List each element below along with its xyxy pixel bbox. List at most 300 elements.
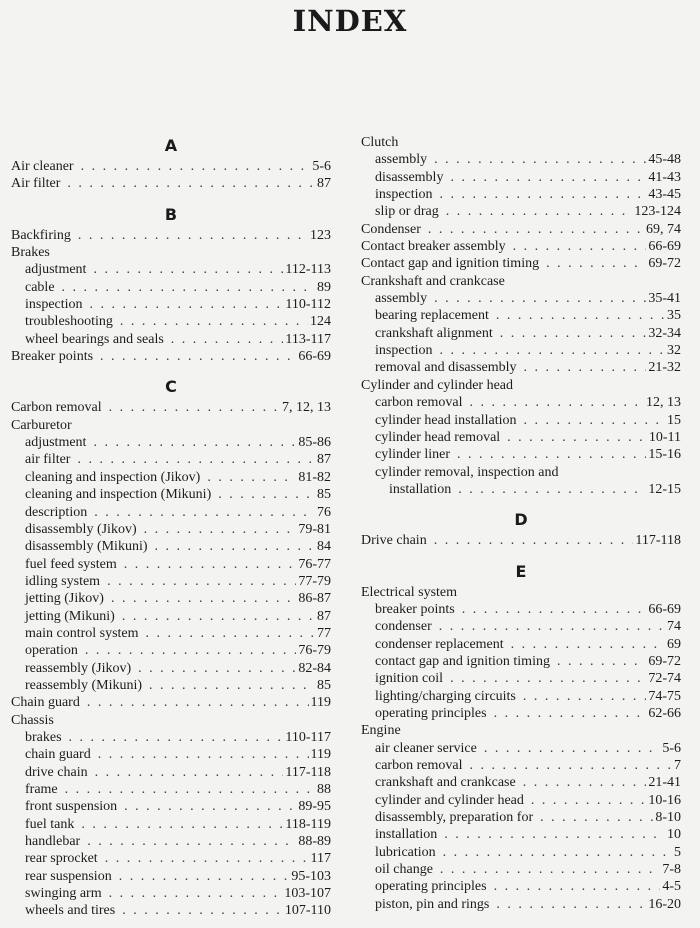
leader-dots	[107, 573, 296, 590]
leader-dots	[77, 451, 315, 468]
entry-label: assembly	[375, 152, 428, 168]
leader-dots	[469, 757, 672, 774]
entry-label: inspection	[375, 187, 433, 203]
entry-pages: 124	[310, 314, 331, 330]
leader-dots	[439, 618, 665, 635]
entry-label: adjustment	[25, 262, 87, 278]
leader-dots	[171, 331, 284, 348]
entry-pages: 86-87	[298, 591, 331, 607]
entry-label: Air filter	[11, 176, 61, 192]
index-entry	[361, 221, 681, 238]
index-subentry	[11, 798, 331, 815]
entry-label: Carburetor	[11, 417, 72, 433]
entry-pages: 113-117	[285, 331, 331, 347]
entry-pages: 76-79	[298, 643, 331, 659]
entry-label: crankshaft and crankcase	[375, 775, 516, 791]
entry-label: breaker points	[375, 601, 455, 617]
entry-pages: 5-6	[662, 740, 681, 756]
index-subentry	[11, 573, 331, 590]
entry-label: inspection	[375, 343, 433, 359]
index-subentry	[11, 746, 331, 763]
entry-label: carbon removal	[375, 758, 463, 773]
entry-label: brakes	[25, 729, 62, 745]
index-subentry	[361, 186, 681, 203]
entry-pages: 89-95	[298, 799, 331, 815]
index-subentry	[361, 653, 681, 670]
index-subentry	[11, 504, 331, 521]
leader-dots	[462, 601, 647, 618]
leader-dots	[87, 694, 309, 711]
index-subentry	[11, 590, 331, 607]
entry-label: removal and disassembly	[375, 360, 517, 376]
leader-dots	[94, 504, 315, 521]
leader-dots	[450, 670, 646, 687]
entry-pages: 117-118	[635, 533, 681, 549]
index-subentry	[361, 446, 681, 463]
index-subentry	[361, 290, 681, 307]
entry-pages: 15-16	[648, 447, 681, 463]
entry-label: lighting/charging circuits	[375, 688, 516, 704]
entry-pages: 82-84	[298, 660, 331, 676]
entry-pages: 88-89	[298, 834, 331, 850]
leader-dots	[207, 469, 296, 486]
entry-pages: 12, 13	[646, 395, 681, 411]
index-subentry	[361, 429, 681, 446]
index-subentry	[361, 774, 681, 791]
entry-pages: 76-77	[298, 556, 331, 572]
leader-dots	[511, 636, 665, 653]
entry-pages: 35-41	[648, 291, 681, 307]
leader-dots	[458, 481, 646, 498]
entry-label: Backfiring	[11, 227, 71, 243]
entry-label: Breaker points	[11, 349, 94, 365]
entry-label: Condenser	[361, 221, 421, 237]
entry-pages: 62-66	[648, 705, 681, 721]
entry-label: ignition coil	[375, 671, 444, 687]
entry-label: assembly	[375, 291, 428, 307]
index-subentry	[361, 896, 681, 913]
entry-pages: 69, 74	[646, 221, 681, 237]
index-entry	[11, 712, 331, 729]
leader-dots	[67, 175, 315, 192]
index-entry	[361, 134, 681, 151]
entry-pages: 118-119	[285, 816, 331, 832]
leader-dots	[90, 296, 284, 313]
entry-pages: 66-69	[298, 349, 331, 365]
leader-dots	[523, 688, 646, 705]
index-subentry	[11, 486, 331, 503]
index-subentry	[361, 601, 681, 618]
index-subentry	[361, 359, 681, 376]
entry-pages: 41-43	[648, 169, 681, 185]
entry-pages: 10-11	[648, 429, 681, 445]
leader-dots	[531, 792, 646, 809]
index-subentry	[11, 885, 331, 902]
index-subentry	[361, 792, 681, 809]
entry-label: air cleaner service	[375, 740, 477, 756]
index-subentry	[361, 861, 681, 878]
leader-dots	[93, 434, 296, 451]
leader-dots	[484, 740, 661, 757]
index-entry	[11, 694, 331, 711]
index-subentry	[11, 729, 331, 746]
index-entry	[361, 377, 681, 394]
entry-pages: 85	[317, 487, 331, 503]
entry-label: contact gap and ignition timing	[375, 653, 550, 669]
index-subentry	[11, 677, 331, 694]
entry-pages: 85-86	[298, 435, 331, 451]
entry-pages: 7	[674, 758, 681, 773]
leader-dots	[93, 261, 283, 278]
index-subentry	[11, 850, 331, 867]
leader-dots	[69, 729, 284, 746]
index-entry	[361, 722, 681, 739]
leader-dots	[81, 158, 311, 175]
index-entry	[11, 399, 331, 416]
index-subentry	[11, 660, 331, 677]
entry-label: troubleshooting	[25, 314, 113, 330]
entry-label: operation	[25, 643, 78, 659]
entry-label: carbon removal	[375, 395, 463, 411]
leader-dots	[98, 746, 309, 763]
leader-dots	[81, 816, 283, 833]
index-entry	[11, 175, 331, 192]
entry-label: description	[25, 504, 88, 520]
index-subentry	[11, 331, 331, 348]
index-subentry	[11, 642, 331, 659]
entry-label: oil change	[375, 862, 433, 878]
index-subentry	[361, 307, 681, 324]
entry-pages: 119	[310, 695, 331, 711]
entry-label: Drive chain	[361, 533, 427, 549]
leader-dots	[62, 279, 315, 296]
entry-label: front suspension	[25, 799, 118, 815]
leader-dots	[122, 608, 315, 625]
index-subentry	[361, 169, 681, 186]
leader-dots	[428, 221, 644, 238]
index-entry	[361, 532, 681, 549]
leader-dots	[500, 325, 647, 342]
index-subentry	[361, 705, 681, 722]
index-subentry	[361, 481, 681, 498]
index-column-right	[361, 134, 681, 913]
entry-label: Air cleaner	[11, 159, 74, 174]
entry-label: Chain guard	[11, 695, 80, 711]
entry-label: cable	[25, 279, 55, 295]
leader-dots	[85, 642, 296, 659]
entry-pages: 110-112	[285, 297, 331, 313]
entry-label: Clutch	[361, 135, 399, 150]
entry-label: reassembly (Mikuni)	[25, 677, 143, 693]
entry-label: lubrication	[375, 844, 436, 860]
leader-dots	[87, 833, 296, 850]
entry-label: cylinder head installation	[375, 412, 517, 428]
entry-label: Cylinder and cylinder head	[361, 377, 514, 393]
entry-pages: 85	[317, 677, 331, 693]
index-subentry	[11, 451, 331, 468]
leader-dots	[434, 151, 646, 168]
entry-label: Carbon removal	[11, 400, 102, 416]
entry-label: slip or drag	[375, 204, 439, 220]
entry-pages: 95-103	[291, 868, 331, 884]
entry-label: drive chain	[25, 764, 88, 780]
index-entry	[361, 255, 681, 272]
entry-pages: 69	[667, 636, 681, 652]
entry-label: operating principles	[375, 705, 487, 721]
entry-label: reassembly (Jikov)	[25, 660, 132, 676]
leader-dots	[100, 348, 296, 365]
leader-dots	[144, 521, 297, 538]
entry-label: Contact gap and ignition timing	[361, 256, 540, 272]
leader-dots	[111, 590, 296, 607]
leader-dots	[218, 486, 315, 503]
entry-pages: 16-20	[648, 896, 681, 912]
entry-pages: 103-107	[284, 886, 331, 902]
leader-dots	[440, 861, 660, 878]
index-entry	[11, 244, 331, 261]
index-subentry	[11, 556, 331, 573]
leader-dots	[494, 705, 647, 722]
index-subentry	[11, 764, 331, 781]
entry-label: disassembly (Mikuni)	[25, 539, 148, 555]
entry-pages: 87	[317, 452, 331, 468]
section-letter-e: E	[515, 561, 527, 581]
index-subentry	[11, 296, 331, 313]
index-subentry	[361, 826, 681, 843]
section-letter-c: C	[165, 377, 177, 397]
leader-dots	[496, 896, 646, 913]
entry-label: idling system	[25, 573, 101, 589]
entry-pages: 117	[310, 851, 331, 867]
leader-dots	[524, 359, 647, 376]
entry-pages: 84	[317, 539, 331, 555]
entry-pages: 10	[667, 827, 681, 843]
index-subentry	[11, 781, 331, 798]
entry-pages: 72-74	[648, 671, 681, 687]
leader-dots	[146, 625, 315, 642]
index-subentry	[361, 464, 681, 481]
leader-dots	[524, 412, 665, 429]
entry-pages: 66-69	[648, 601, 681, 617]
entry-label: piston, pin and rings	[375, 896, 490, 912]
index-subentry	[361, 325, 681, 342]
entry-label: jetting (Mikuni)	[25, 608, 115, 624]
entry-pages: 89	[317, 279, 331, 295]
leader-dots	[446, 203, 633, 220]
index-subentry	[361, 688, 681, 705]
entry-pages: 10-16	[648, 792, 681, 808]
entry-label: Chassis	[11, 712, 54, 728]
entry-label: operating principles	[375, 879, 487, 895]
entry-pages: 123-124	[634, 204, 681, 220]
index-subentry	[11, 816, 331, 833]
index-subentry	[11, 261, 331, 278]
leader-dots	[494, 878, 661, 895]
entry-pages: 4-5	[662, 879, 681, 895]
leader-dots	[138, 660, 296, 677]
leader-dots	[444, 826, 665, 843]
entry-pages: 77-79	[298, 573, 331, 589]
index-subentry	[361, 412, 681, 429]
entry-pages: 107-110	[284, 903, 331, 919]
leader-dots	[496, 307, 665, 324]
index-subentry	[11, 521, 331, 538]
entry-label: cleaning and inspection (Mikuni)	[25, 487, 212, 503]
index-subentry	[11, 868, 331, 885]
index-subentry	[361, 740, 681, 757]
leader-dots	[109, 399, 280, 416]
entry-pages: 110-117	[285, 729, 331, 745]
leader-dots	[120, 313, 308, 330]
entry-label: installation	[389, 481, 452, 497]
leader-dots	[434, 532, 634, 549]
index-subentry	[361, 394, 681, 411]
entry-label: cylinder liner	[375, 447, 451, 463]
entry-label: rear sprocket	[25, 851, 98, 867]
index-subentry	[11, 833, 331, 850]
entry-label: disassembly	[375, 169, 444, 185]
index-entry	[11, 227, 331, 244]
entry-pages: 69-72	[648, 653, 681, 669]
section-letter-b: B	[164, 204, 178, 224]
section-letter-d: D	[514, 510, 528, 530]
index-subentry	[361, 757, 681, 774]
leader-dots	[523, 774, 647, 791]
entry-pages: 45-48	[648, 152, 681, 168]
entry-label: disassembly (Jikov)	[25, 521, 137, 537]
leader-dots	[119, 868, 290, 885]
entry-pages: 7, 12, 13	[282, 400, 331, 416]
entry-pages: 87	[317, 176, 331, 192]
index-subentry	[361, 618, 681, 635]
entry-label: main control system	[25, 625, 139, 641]
entry-label: wheels and tires	[25, 903, 116, 919]
entry-pages: 5	[674, 844, 681, 860]
entry-pages: 119	[310, 747, 331, 763]
index-subentry	[361, 636, 681, 653]
entry-pages: 8-10	[655, 810, 681, 826]
entry-label: rear suspension	[25, 868, 112, 884]
entry-label: condenser replacement	[375, 636, 504, 652]
entry-label: Engine	[361, 723, 401, 739]
index-entry	[361, 584, 681, 601]
leader-dots	[513, 238, 647, 255]
index-subentry	[361, 878, 681, 895]
leader-dots	[434, 290, 646, 307]
entry-pages: 32	[667, 343, 681, 359]
entry-label: inspection	[25, 297, 83, 313]
entry-label: Crankshaft and crankcase	[361, 273, 505, 289]
entry-label: cylinder head removal	[375, 429, 501, 445]
entry-pages: 74	[667, 619, 681, 635]
entry-pages: 81-82	[298, 469, 331, 485]
entry-pages: 117-118	[285, 764, 331, 780]
entry-pages: 77	[317, 625, 331, 641]
entry-label: swinging arm	[25, 886, 102, 902]
entry-pages: 74-75	[648, 688, 681, 704]
entry-pages: 79-81	[298, 521, 331, 537]
entry-pages: 69-72	[648, 256, 681, 272]
leader-dots	[557, 653, 646, 670]
index-subentry	[11, 469, 331, 486]
index-entry	[11, 417, 331, 434]
entry-pages: 21-32	[648, 360, 681, 376]
leader-dots	[540, 809, 653, 826]
index-column-left	[11, 134, 331, 920]
entry-pages: 43-45	[648, 187, 681, 203]
leader-dots	[95, 764, 284, 781]
index-entry	[11, 348, 331, 365]
index-subentry	[11, 538, 331, 555]
leader-dots	[124, 556, 297, 573]
entry-pages: 88	[317, 782, 331, 797]
entry-pages: 12-15	[648, 481, 681, 497]
leader-dots	[122, 902, 283, 919]
index-subentry	[361, 203, 681, 220]
leader-dots	[440, 186, 647, 203]
index-subentry	[361, 151, 681, 168]
entry-label: handlebar	[25, 834, 81, 850]
leader-dots	[124, 798, 296, 815]
index-subentry	[11, 608, 331, 625]
index-entry	[11, 158, 331, 175]
entry-pages: 35	[667, 308, 681, 324]
leader-dots	[440, 342, 665, 359]
entry-label: crankshaft alignment	[375, 325, 493, 341]
entry-label: Electrical system	[361, 584, 458, 600]
leader-dots	[450, 169, 646, 186]
leader-dots	[78, 227, 308, 244]
entry-label: air filter	[25, 452, 71, 468]
section-letter-a: A	[164, 136, 178, 155]
entry-label: jetting (Jikov)	[25, 591, 104, 607]
leader-dots	[109, 885, 283, 902]
entry-pages: 66-69	[648, 239, 681, 255]
index-entry	[361, 238, 681, 255]
index-subentry	[11, 279, 331, 296]
leader-dots	[443, 844, 672, 861]
entry-label: cleaning and inspection (Jikov)	[25, 469, 201, 485]
entry-pages: 5-6	[312, 159, 331, 174]
index-entry	[361, 273, 681, 290]
entry-label: installation	[375, 827, 438, 843]
leader-dots	[155, 538, 316, 555]
entry-label: wheel bearings and seals	[25, 331, 164, 347]
index-subentry	[11, 625, 331, 642]
leader-dots	[546, 255, 646, 272]
index-subentry	[11, 313, 331, 330]
index-subentry	[11, 434, 331, 451]
index-subentry	[11, 902, 331, 919]
entry-pages: 123	[310, 227, 331, 243]
entry-pages: 87	[317, 608, 331, 624]
entry-label: disassembly, preparation for	[375, 810, 534, 826]
index-subentry	[361, 809, 681, 826]
entry-label: cylinder removal, inspection and	[375, 464, 559, 480]
entry-label: Brakes	[11, 245, 50, 261]
leader-dots	[457, 446, 646, 463]
entry-pages: 112-113	[285, 262, 331, 278]
entry-pages: 21-41	[648, 775, 681, 791]
entry-label: fuel tank	[25, 816, 75, 832]
entry-label: Contact breaker assembly	[361, 239, 506, 255]
entry-pages: 32-34	[648, 325, 681, 341]
entry-label: cylinder and cylinder head	[375, 792, 524, 808]
entry-label: frame	[25, 782, 58, 797]
index-subentry	[361, 342, 681, 359]
entry-label: bearing replacement	[375, 308, 489, 324]
index-subentry	[361, 670, 681, 687]
